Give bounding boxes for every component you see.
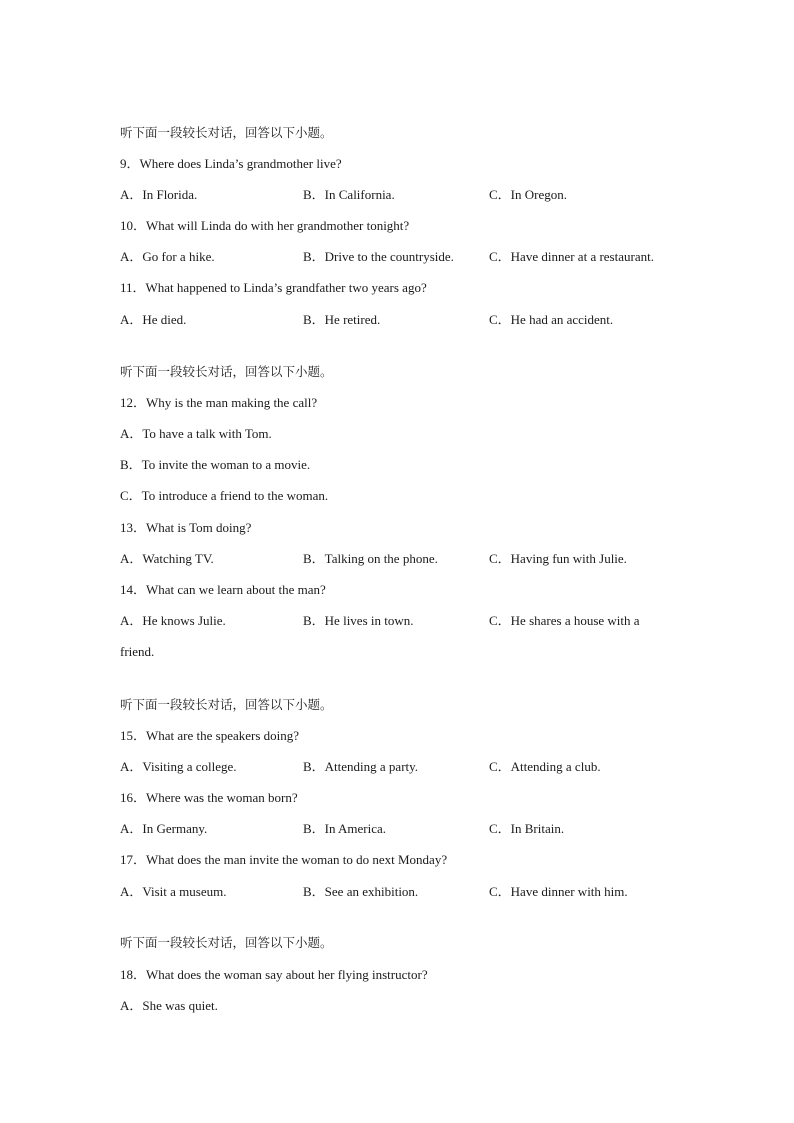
option-b: B．Talking on the phone. — [303, 551, 438, 566]
option-a: A．He knows Julie. — [120, 613, 226, 628]
question-stem: 18．What does the woman say about her flying instructor? — [120, 967, 428, 982]
section-heading: 听下面一段较长对话，回答以下小题。 — [120, 125, 333, 140]
question-stem: 16．Where was the woman born? — [120, 790, 298, 805]
option-b: B．In California. — [303, 187, 395, 202]
option-b: B．He lives in town. — [303, 613, 414, 628]
option-b: B．Attending a party. — [303, 759, 419, 774]
option-a: A．Watching TV. — [120, 551, 214, 566]
option-c: C．Attending a club. — [489, 759, 601, 774]
option-a: A．In Germany. — [120, 821, 208, 836]
question-stem: 9．Where does Linda’s grandmother live? — [120, 156, 342, 171]
option-c: C．Have dinner at a restaurant. — [489, 249, 654, 264]
option-a: A．Go for a hike. — [120, 249, 215, 264]
option-b: B．He retired. — [303, 312, 381, 327]
section-heading: 听下面一段较长对话，回答以下小题。 — [120, 935, 333, 950]
option-a: A．Visit a museum. — [120, 884, 227, 899]
option-c: C．To introduce a friend to the woman. — [120, 488, 329, 503]
option-a: A．In Florida. — [120, 187, 198, 202]
option-c: C．He shares a house with a — [489, 613, 640, 628]
question-stem: 13．What is Tom doing? — [120, 520, 252, 535]
question-stem: 17．What does the man invite the woman to do next Monday? — [120, 852, 448, 867]
option-c: C．Having fun with Julie. — [489, 551, 627, 566]
option-c: C．In Britain. — [489, 821, 565, 836]
question-stem: 11．What happened to Linda’s grandfather two years ago? — [120, 280, 427, 295]
option-a: A．He died. — [120, 312, 187, 327]
question-stem: 12．Why is the man making the call? — [120, 395, 318, 410]
option-c-continuation: friend. — [120, 644, 155, 659]
option-c: C．He had an accident. — [489, 312, 614, 327]
option-a: A．To have a talk with Tom. — [120, 426, 272, 441]
option-c: C．Have dinner with him. — [489, 884, 628, 899]
option-b: B．In America. — [303, 821, 387, 836]
option-c: C．In Oregon. — [489, 187, 567, 202]
option-a: A．Visiting a college. — [120, 759, 237, 774]
section-heading: 听下面一段较长对话，回答以下小题。 — [120, 364, 333, 379]
question-stem: 10．What will Linda do with her grandmother tonight? — [120, 218, 410, 233]
option-b: B．See an exhibition. — [303, 884, 419, 899]
option-b: B．To invite the woman to a movie. — [120, 457, 311, 472]
question-stem: 14．What can we learn about the man? — [120, 582, 326, 597]
section-heading: 听下面一段较长对话，回答以下小题。 — [120, 697, 333, 712]
option-a: A．She was quiet. — [120, 998, 218, 1013]
option-b: B．Drive to the countryside. — [303, 249, 454, 264]
question-stem: 15．What are the speakers doing? — [120, 728, 300, 743]
